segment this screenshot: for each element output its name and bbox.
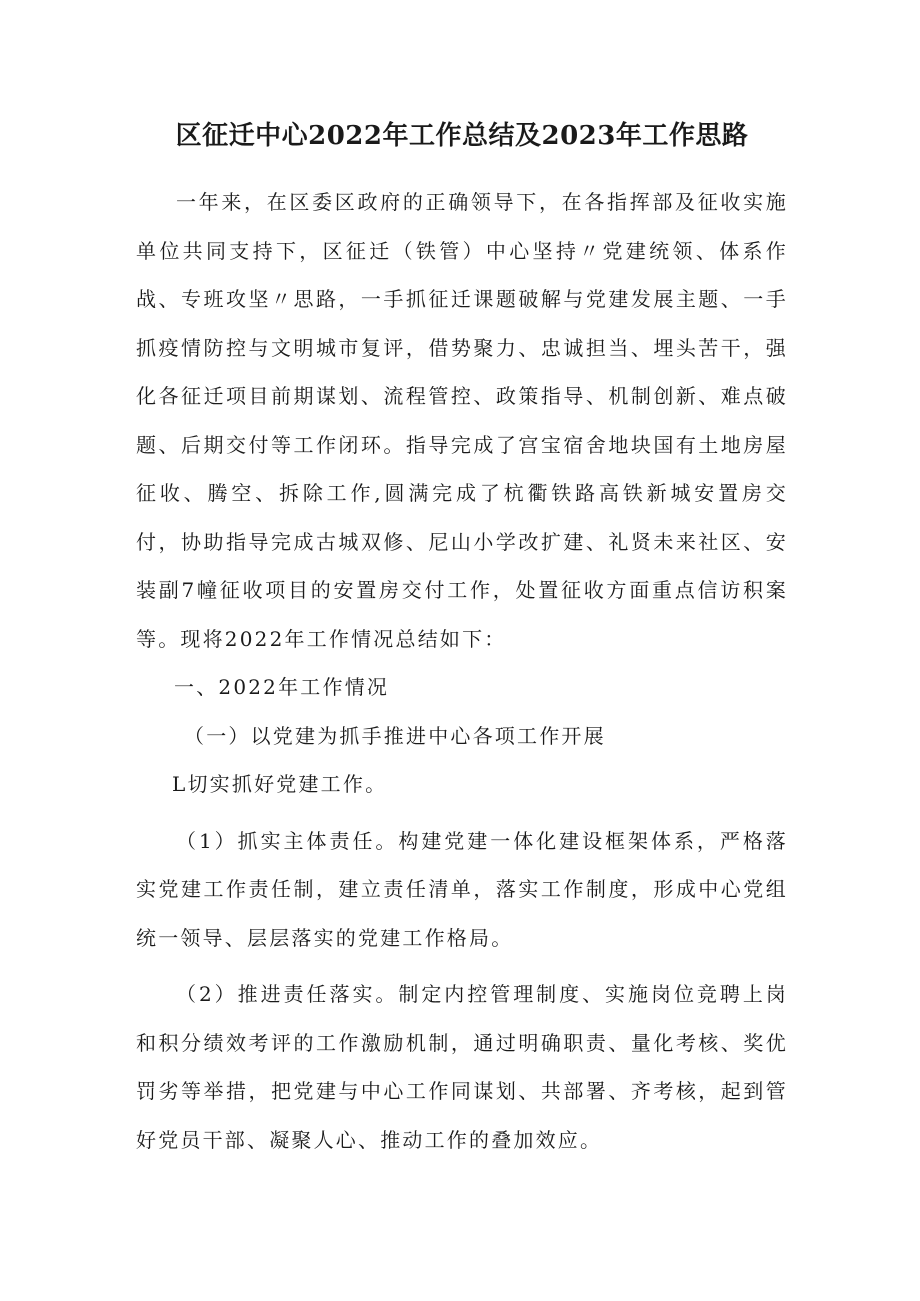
intro-paragraph: 一年来，在区委区政府的正确领导下，在各指挥部及征收实施单位共同支持下，区征迁（铁管）中心坚持〃党建统领、体系作战、专班攻坚〃思路，一手抓征迁课题破解与党建发展主题、一手抓疫情防控与文明城市复评，借势聚力、忠诚担当、埋头苦干，强化各征迁项目前期谋划、流程管控、政策指导、机制创新、难点破题、后期交付等工作闭环。指导完成了宫宝宿舍地块国有土地房屋征收、腾空、拆除工作,圆满完成了杭衢铁路高铁新城安置房交付，协助指导完成古城双修、尼山小学改扩建、礼贤未来社区、安装副7幢征收项目的安置房交付工作，处置征收方面重点信访积案等。现将2022年工作情况总结如下： <box>136 190 788 651</box>
section-heading-1: 一、2022年工作情况 <box>174 675 390 699</box>
point-paragraph-2: （2）推进责任落实。制定内控管理制度、实施岗位竞聘上岗和积分绩效考评的工作激励机制，通过明确职责、量化考核、奖优罚劣等举措，把党建与中心工作同谋划、共部署、齐考核，起到管好党员干部、凝聚人心、推动工作的叠加效应。 <box>136 982 788 1152</box>
document-title: 区征迁中心2022年工作总结及2023年工作思路 <box>175 121 749 151</box>
subsection-heading-1: （一）以党建为抓手推进中心各项工作开展 <box>184 723 606 748</box>
item-heading-1: L切实抓好党建工作。 <box>172 772 388 796</box>
point-paragraph-1: （1）抓实主体责任。构建党建一体化建设框架体系，严格落实党建工作责任制，建立责任清单，落实工作制度，形成中心党组统一领导、层层落实的党建工作格局。 <box>136 828 788 950</box>
